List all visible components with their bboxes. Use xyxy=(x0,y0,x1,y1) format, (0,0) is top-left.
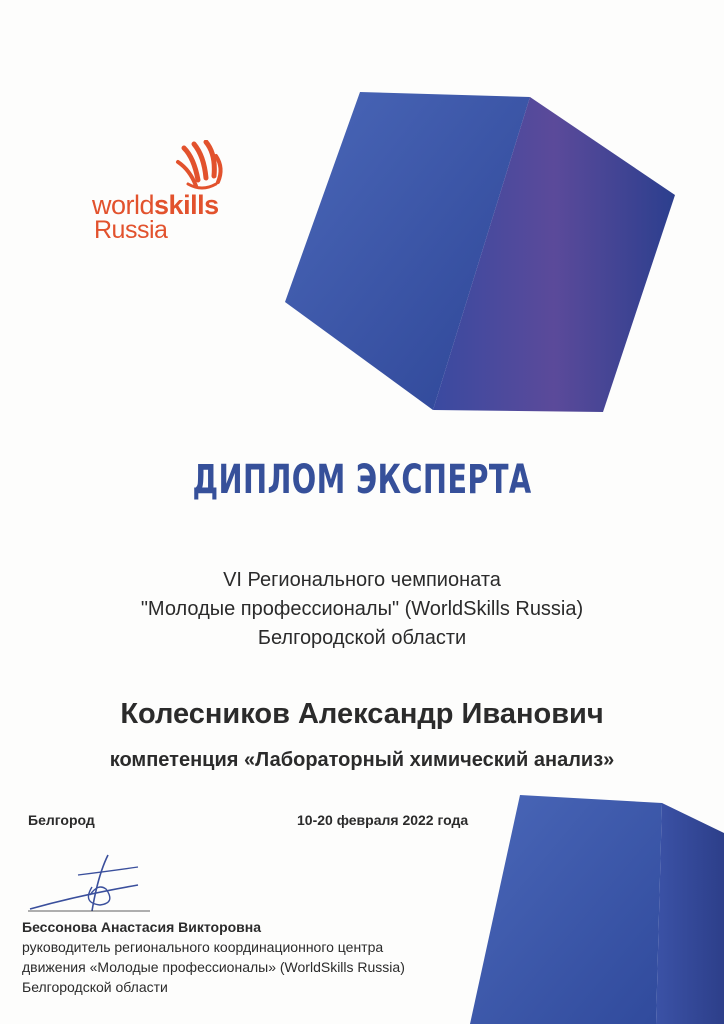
decorative-cube-top xyxy=(285,92,675,412)
recipient-name: Колесников Александр Иванович xyxy=(120,698,604,730)
logo-wordmark xyxy=(92,192,219,219)
event-line-1: VI Регионального чемпионата xyxy=(223,569,501,591)
decorative-cube-bottom xyxy=(470,795,724,1024)
dates-label: 10-20 февраля 2022 года xyxy=(297,812,469,828)
logo-word-russia: Russia xyxy=(94,216,168,244)
worldskills-logo xyxy=(92,140,232,245)
diploma-title: ДИПЛОМ ЭКСПЕРТА xyxy=(192,457,532,503)
signer-position-line-2: движения «Молодые профессионалы» (WorldSkills Russia) xyxy=(22,959,405,975)
handwritten-signature xyxy=(20,845,160,925)
event-line-2: "Молодые профессионалы" (WorldSkills Russia) xyxy=(140,598,584,620)
signer-position-line-3: Белгородской области xyxy=(22,979,168,995)
worldskills-flame-icon xyxy=(172,140,227,195)
logo-word-world: world xyxy=(92,190,155,220)
logo-word-skills: skills xyxy=(154,190,219,220)
event-line-3: Белгородской области xyxy=(257,627,467,649)
signer-position-line-1: руководитель регионального координационного центра xyxy=(22,939,384,955)
event-description xyxy=(0,566,724,653)
city-label: Белгород xyxy=(28,812,95,828)
signer-block xyxy=(22,917,405,997)
competence-line: компетенция «Лабораторный химический анализ» xyxy=(109,749,615,771)
signer-name: Бессонова Анастасия Викторовна xyxy=(22,919,262,935)
